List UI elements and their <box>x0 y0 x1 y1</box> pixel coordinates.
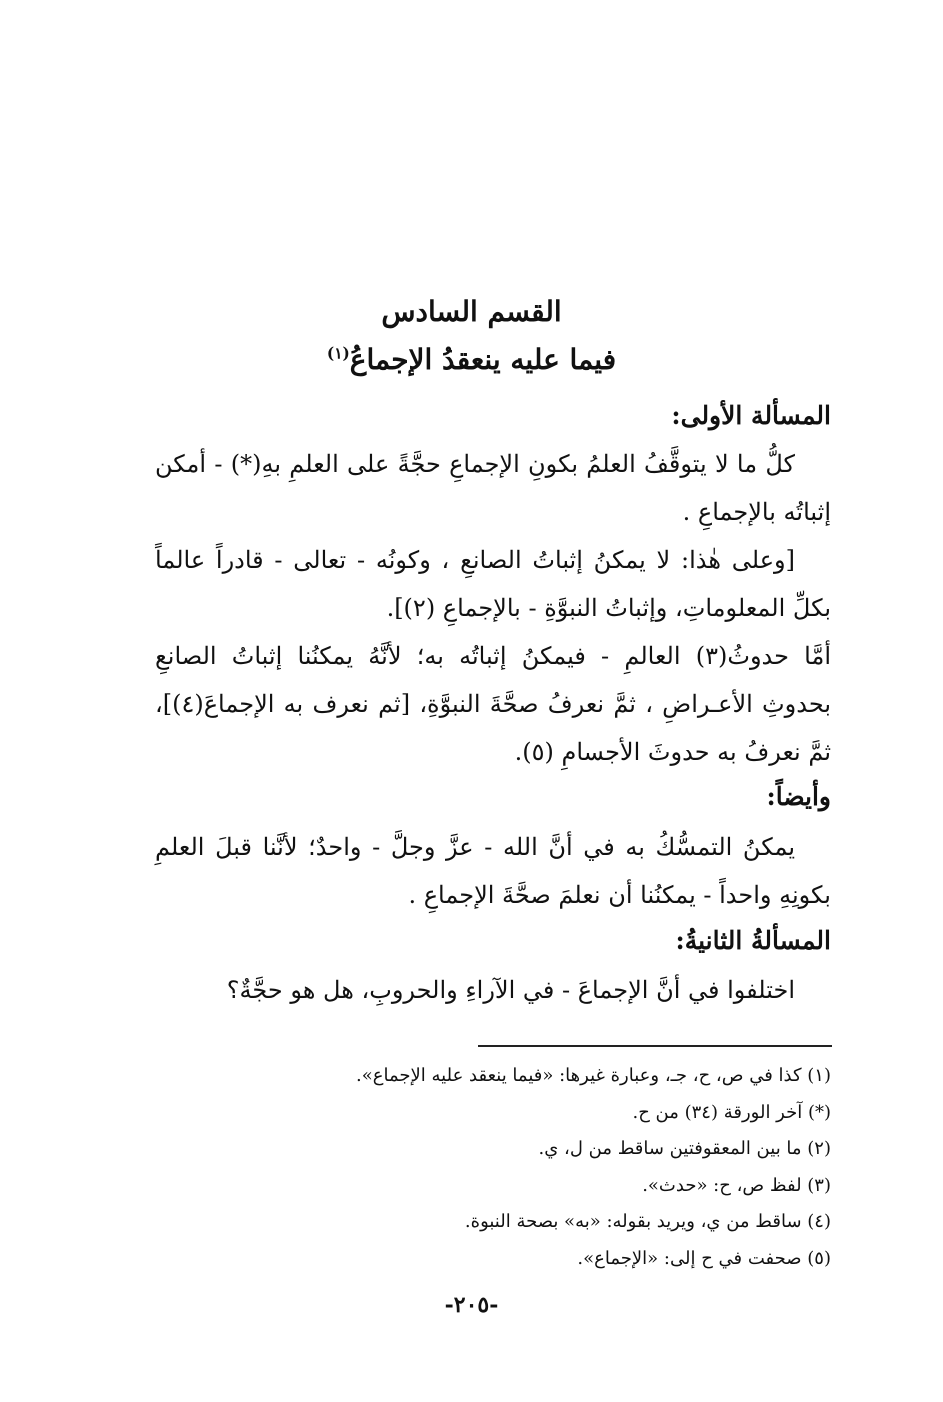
footnote-item: (*) آخر الورقة (٣٤) من ح. <box>632 1101 831 1123</box>
footnote-item: (٥) صحفت في ح إلى: «الإجماع». <box>577 1247 831 1269</box>
footnote-item: (٤) ساقط من ي، ويريد بقوله: «به» بصحة النبوة. <box>464 1211 831 1232</box>
also-heading: وأيضاً: <box>766 782 831 811</box>
footnotes <box>131 1058 831 1277</box>
issue-two-paragraph: اختلفوا في أنَّ الإجماعَ - في الآراءِ والحروبِ، هل هو حجَّةٌ؟ <box>226 976 795 1004</box>
section-subtitle <box>0 340 943 380</box>
page-number: -٢٠٥- <box>444 1292 499 1318</box>
footnote-item: (١) كذا في ص، ح، جـ، وعبارة غيرها: «فيما ينعقد عليه الإجماع». <box>356 1065 831 1086</box>
footnote-item: (٢) ما بين المعقوفتين ساقط من ل، ي. <box>538 1138 831 1159</box>
issue-one-heading: المسألة الأولى: <box>671 401 831 430</box>
issue-one-paragraph-3: أمَّا حدوثُ(٣) العالمِ - فيمكنُ إثباتُه به؛ لأنَّهُ يمكنُنا إثباتُ الصانعِ بحدوثِ الأعـراضِ ، ثمَّ نعرفُ صحَّةَ النبوَّةِ، [ثم نعرف به الإجماعَ(٤)]، ثمَّ نعرفُ به حدوثَ الأجسامِ (٥). <box>155 642 832 766</box>
issue-two-heading: المسألةُ الثانيةُ: <box>675 926 831 955</box>
issue-one-paragraph-1: كلُّ ما لا يتوقَّفُ العلمُ بكونِ الإجماعِ حجَّةً على العلمِ بهِ(*) - أمكن إثباتُه بالإجماعِ . <box>155 450 831 526</box>
section-subtitle-text: فيما عليه ينعقدُ الإجماعُ <box>349 343 617 376</box>
footnote-item: (٣) لفظ ص، ح: «حدث». <box>642 1174 831 1196</box>
footnote-ref-1: (١) <box>326 344 350 363</box>
also-paragraph: يمكنُ التمسُّكُ به في أنَّ الله - عزَّ وجلَّ - واحدٌ؛ لأنَّنا قبلَ العلمِ بكونِهِ واحداً - يمكنُنا أن نعلمَ صحَّةَ الإجماعِ . <box>155 833 831 909</box>
footnote-separator <box>478 1045 832 1047</box>
issue-one-paragraph-2: [وعلى هٰذا: لا يمكنُ إثباتُ الصانعِ ، وكونُه - تعالى - قادراً عالماً بكلِّ المعلوماتِ، وإثباتُ النبوَّةِ - بالإجماعِ (٢)]. <box>155 546 831 622</box>
section-title: القسم السادس <box>381 295 562 328</box>
